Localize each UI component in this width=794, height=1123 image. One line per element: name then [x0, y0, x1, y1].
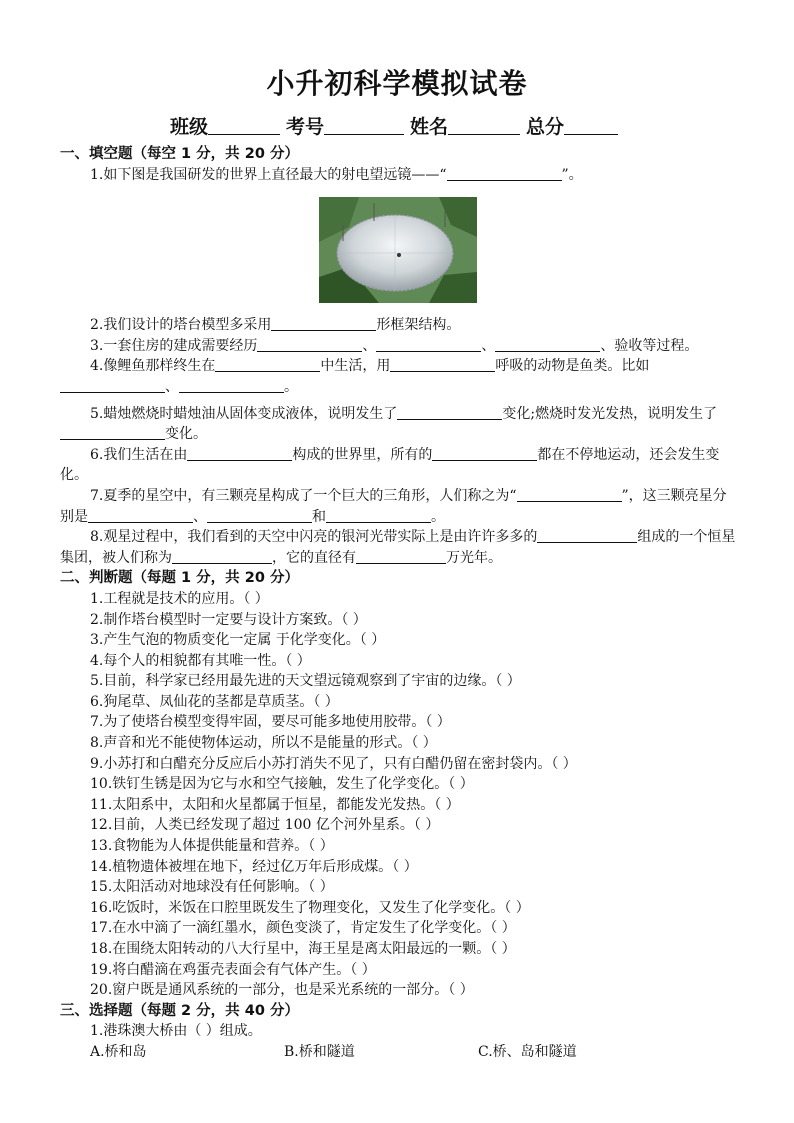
answer-blank — [326, 508, 431, 523]
tf-item: 12.目前，人类已经发现了超过 100 亿个河外星系。（ ） — [90, 817, 440, 834]
q8-text-d: 万光年。 — [446, 549, 502, 566]
tf-item: 4.每个人的相貌都有其唯一性。（ ） — [90, 652, 311, 669]
q2-text-b: 形框架结构。 — [376, 317, 461, 334]
answer-blank — [215, 357, 320, 372]
exam-no-blank — [324, 116, 404, 135]
student-info-row — [0, 112, 794, 139]
score-label: 总分 — [526, 116, 565, 138]
q4-text-d: 、 — [165, 378, 179, 395]
page-title: 小升初科学模拟试卷 — [266, 67, 528, 100]
fill-question-2 — [60, 315, 736, 336]
tf-item: 6.狗尾草、凤仙花的茎都是草质茎。（ ） — [90, 693, 339, 710]
q4-text-b: 中生活，用 — [320, 358, 391, 375]
answer-blank — [60, 378, 165, 393]
exam-no-label: 考号 — [285, 116, 324, 138]
q7-text-b: ”，这三颗亮星分别是 — [60, 487, 727, 525]
tf-item: 19.将白醋滴在鸡蛋壳表面会有气体产生。（ ） — [90, 961, 376, 978]
exam-content — [60, 144, 736, 1063]
fill-question-4-cont — [60, 377, 736, 398]
answer-blank — [60, 425, 165, 440]
q1-text-b: ”。 — [561, 166, 583, 183]
q4-text-c: 呼吸的动物是鱼类。比如 — [495, 358, 650, 375]
section-fill-in-heading: 一、填空题（每空 1 分，共 20 分） — [60, 146, 299, 162]
radio-telescope-photo — [319, 197, 477, 303]
q7-text-e: 。 — [431, 508, 445, 525]
tf-item: 5.目前，科学家已经用最先进的天文望远镜观察到了宇宙的边缘。（ ） — [90, 673, 521, 690]
answer-blank — [271, 316, 376, 331]
q6-text-c: 都在不停地运动，还会发生变化。 — [60, 446, 720, 484]
mc-question-1: 1.港珠澳大桥由（ ）组成。 — [90, 1023, 262, 1040]
tf-item: 7.为了使塔台模型变得牢固，要尽可能多地使用胶带。（ ） — [90, 714, 451, 731]
q8-text-c: ，它的直径有 — [272, 549, 356, 566]
answer-blank — [187, 446, 292, 461]
answer-blank — [172, 549, 272, 564]
fill-question-4 — [60, 356, 736, 377]
tf-item: 9.小苏打和白醋充分反应后小苏打消失不见了，只有白醋仍留在密封袋内。（ ） — [90, 755, 577, 772]
tf-item: 14.植物遗体被埋在地下，经过亿万年后形成煤。（ ） — [90, 858, 418, 875]
q3-text-a: 3.一套住房的建成需要经历 — [90, 337, 258, 354]
fill-question-1 — [60, 165, 736, 186]
q4-text-a: 4.像鲤鱼那样终生在 — [90, 358, 216, 375]
tf-item: 15.太阳活动对地球没有任何影响。（ ） — [90, 879, 334, 896]
tf-item: 1.工程就是技术的应用。（ ） — [90, 590, 269, 607]
tf-item: 8.声音和光不能使物体运动，所以不是能量的形式。（ ） — [90, 735, 437, 752]
tf-item: 13.食物能为人体提供能量和营养。（ ） — [90, 838, 334, 855]
answer-blank — [537, 528, 637, 543]
option-b: B.桥和隧道 — [284, 1043, 355, 1060]
q1-text-a: 1.如下图是我国研发的世界上直径最大的射电望远镜——“ — [90, 166, 447, 183]
answer-blank — [376, 337, 481, 352]
q6-text-b: 构成的世界里，所有的 — [292, 446, 433, 463]
tf-item: 2.制作塔台模型时一定要与设计方案致。（ ） — [90, 611, 367, 628]
tf-item: 20.窗户既是通风系统的一部分，也是采光系统的一部分。（ ） — [90, 982, 474, 999]
mc-question-1-options — [60, 1042, 736, 1063]
answer-blank — [179, 378, 284, 393]
answer-blank — [356, 549, 446, 564]
answer-blank — [517, 487, 622, 502]
q8-text-a: 8.观星过程中，我们看到的天空中闪亮的银河光带实际上是由许许多多的 — [90, 529, 538, 546]
option-c: C.桥、岛和隧道 — [478, 1043, 577, 1060]
answer-blank — [432, 446, 537, 461]
q8-text-b: 组成的一个恒星集团，被人们称为 — [60, 529, 736, 566]
fill-question-6 — [60, 445, 736, 486]
telescope-photo-container — [60, 197, 736, 303]
name-label: 姓名 — [410, 116, 449, 138]
answer-blank — [495, 337, 600, 352]
name-blank — [448, 116, 520, 135]
answer-blank — [88, 508, 193, 523]
fill-question-5 — [60, 404, 736, 445]
q6-text-a: 6.我们生活在由 — [90, 446, 188, 463]
q5-text-a: 5.蜡烛燃烧时蜡烛油从固体变成液体，说明发生了 — [90, 405, 398, 422]
option-a: A.桥和岛 — [90, 1043, 147, 1060]
tf-item: 10.铁钉生锈是因为它与水和空气接触，发生了化学变化。（ ） — [90, 776, 474, 793]
q3-text-b: 、 — [362, 337, 377, 354]
section-true-false-heading: 二、判断题（每题 1 分，共 20 分） — [60, 570, 299, 587]
q5-text-b: 变化;燃烧时发光发热，说明发生了 — [502, 405, 718, 422]
answer-blank — [257, 337, 362, 352]
section-multiple-choice-heading: 三、选择题（每题 2 分，共 40 分） — [60, 1002, 299, 1019]
answer-blank — [390, 357, 495, 372]
telescope-illustration — [319, 197, 477, 303]
score-blank — [564, 116, 618, 135]
q4-text-e: 。 — [284, 378, 298, 395]
tf-item: 16.吃饭时，米饭在口腔里既发生了物理变化，又发生了化学变化。（ ） — [90, 899, 530, 916]
q7-text-d: 和 — [312, 508, 326, 525]
q3-text-d: 、验收等过程。 — [600, 337, 699, 354]
tf-item: 17.在水中滴了一滴红墨水，颜色变淡了，肯定发生了化学变化。（ ） — [90, 920, 516, 937]
q5-text-c: 变化。 — [165, 426, 207, 443]
q2-text-a: 2.我们设计的塔台模型多采用 — [90, 317, 272, 334]
answer-blank — [447, 166, 562, 181]
q7-text-c: 、 — [193, 508, 207, 525]
fill-question-8 — [60, 527, 736, 568]
class-label: 班级 — [169, 116, 208, 138]
tf-item: 3.产生气泡的物质变化一定属 于化学变化。（ ） — [90, 632, 386, 649]
q3-text-c: 、 — [481, 337, 496, 354]
answer-blank — [397, 405, 502, 420]
tf-item: 18.在围绕太阳转动的八大行星中，海王星是离太阳最远的一颗。（ ） — [90, 941, 516, 957]
q7-text-a: 7.夏季的星空中，有三颗亮星构成了一个巨大的三角形，人们称之为“ — [90, 487, 517, 504]
answer-blank — [207, 508, 312, 523]
tf-item: 11.太阳系中，太阳和火星都属于恒星，都能发光发热。（ ） — [90, 796, 460, 813]
class-blank — [208, 116, 280, 135]
fill-question-7 — [60, 486, 736, 527]
fill-question-3 — [60, 336, 736, 357]
